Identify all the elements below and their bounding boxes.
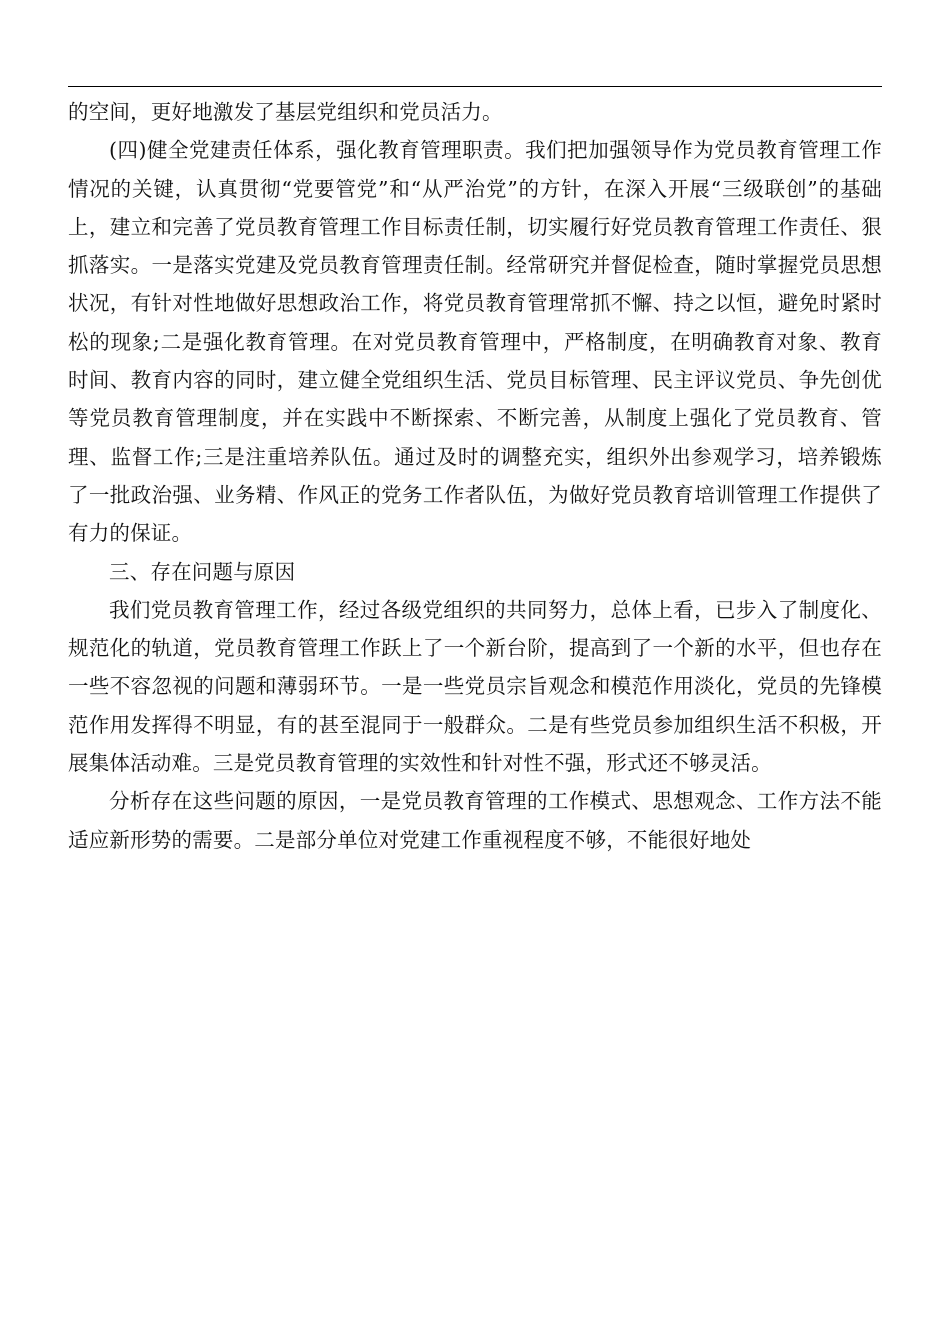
document-body	[68, 93, 882, 859]
header-rule	[68, 86, 882, 87]
section-heading-problems: 三、存在问题与原因	[109, 559, 296, 584]
paragraph-problems: 我们党员教育管理工作，经过各级党组织的共同努力，总体上看，已步入了制度化、规范化的轨道，党员教育管理工作跃上了一个新台阶，提高到了一个新的水平，但也存在一些不容忽视的问题和薄弱环节。一是一些党员宗旨观念和模范作用淡化，党员的先锋模范作用发挥得不明显，有的甚至混同于一般群众。二是有些党员参加组织生活不积极，开展集体活动难。三是党员教育管理的实效性和针对性不强，形式还不够灵活。	[68, 597, 882, 776]
paragraph-continuation: 的空间，更好地激发了基层党组织和党员活力。	[68, 100, 503, 124]
paragraph-causes: 分析存在这些问题的原因，一是党员教育管理的工作模式、思想观念、工作方法不能适应新形势的需要。二是部分单位对党建工作重视程度不够，不能很好地处	[68, 789, 882, 852]
paragraph-section-four: (四)健全党建责任体系，强化教育管理职责。我们把加强领导作为党员教育管理工作情况的关键，认真贯彻“党要管党”和“从严治党”的方针，在深入开展“三级联创”的基础上，建立和完善了党员教育管理工作目标责任制，切实履行好党员教育管理工作责任、狠抓落实。一是落实党建及党员教育管理责任制。经常研究并督促检查，随时掌握党员思想状况，有针对性地做好思想政治工作，将党员教育管理常抓不懈、持之以恒，避免时紧时松的现象;二是强化教育管理。在对党员教育管理中，严格制度，在明确教育对象、教育时间、教育内容的同时，建立健全党组织生活、党员目标管理、民主评议党员、争先创优等党员教育管理制度，并在实践中不断探索、不断完善，从制度上强化了党员教育、管理、监督工作;三是注重培养队伍。通过及时的调整充实，组织外出参观学习，培养锻炼了一批政治强、业务精、作风正的党务工作者队伍，为做好党员教育培训管理工作提供了有力的保证。	[68, 138, 882, 546]
